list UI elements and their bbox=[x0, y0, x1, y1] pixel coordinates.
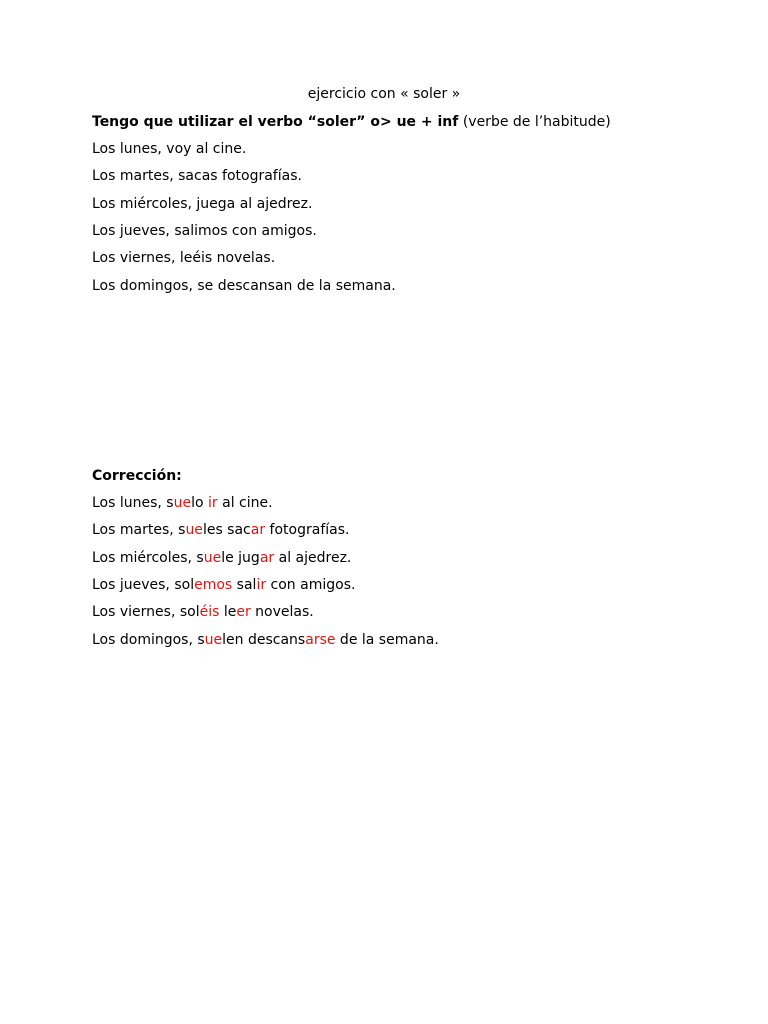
correction-line-2: Los martes, sueles sacar fotografías. bbox=[92, 522, 350, 538]
exercise-line-4: Los jueves, salimos con amigos. bbox=[92, 223, 317, 239]
exercise-line-6: Los domingos, se descansan de la semana. bbox=[92, 278, 396, 294]
correction-line-4: Los jueves, solemos salir con amigos. bbox=[92, 577, 356, 593]
exercise-line-1: Los lunes, voy al cine. bbox=[92, 141, 247, 157]
correction-line-1: Los lunes, suelo ir al cine. bbox=[92, 495, 273, 511]
exercise-line-2: Los martes, sacas fotografías. bbox=[92, 168, 302, 184]
exercise-line-3: Los miércoles, juega al ajedrez. bbox=[92, 196, 313, 212]
instruction-note: (verbe de l’habitude) bbox=[458, 114, 611, 130]
correction-heading: Corrección: bbox=[92, 468, 182, 484]
correction-line-6: Los domingos, suelen descansarse de la semana. bbox=[92, 632, 439, 648]
document-title: ejercicio con « soler » bbox=[307, 86, 461, 102]
instruction-bold: Tengo que utilizar el verbo “soler” o> ue + inf bbox=[92, 114, 459, 130]
correction-line-5: Los viernes, soléis leer novelas. bbox=[92, 604, 314, 620]
exercise-line-5: Los viernes, leéis novelas. bbox=[92, 250, 276, 266]
instruction-line bbox=[92, 113, 611, 131]
correction-line-3: Los miércoles, suele jugar al ajedrez. bbox=[92, 550, 352, 566]
